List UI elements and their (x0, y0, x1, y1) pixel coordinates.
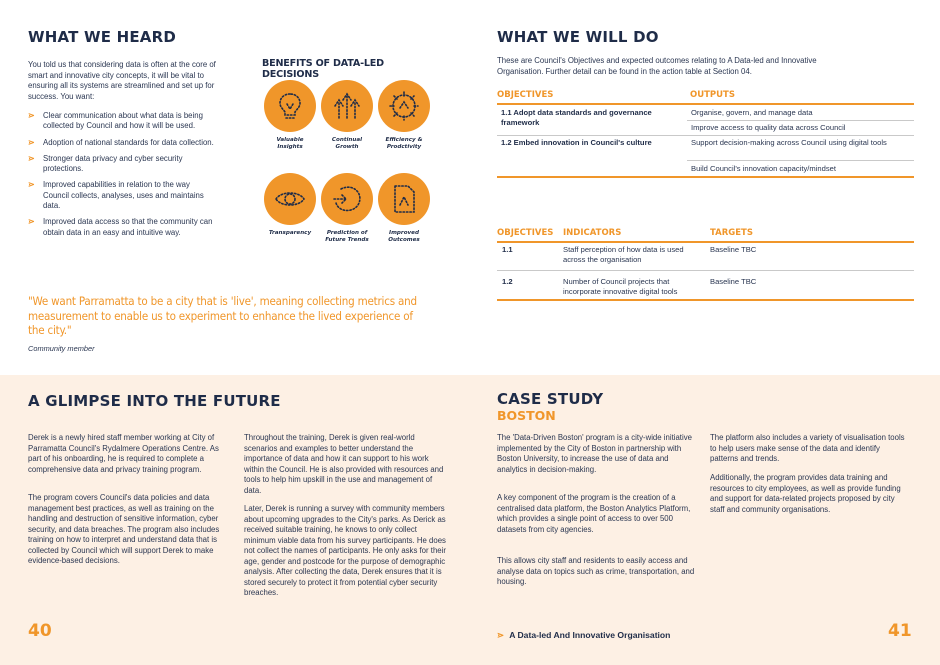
glimpse-col1-paragraph-1: Derek is a newly hired staff member working at City of Parramatta Council's Rydalmere Operations Centre. As part of his onboarding, he is required to complete a comprehensive data and privacy training program. (28, 433, 219, 474)
case-col1-paragraph-3: This allows city staff and residents to easily access and analyse data on topics such as crime, transportation, and housing. (497, 556, 695, 586)
case-col2-paragraph-2: Additionally, the program provides data training and resources to city employees, as well as provide funding and support for data-related projects proposed by city staff and community organisations. (710, 473, 901, 514)
table1-row-divider (497, 135, 914, 136)
glimpse-col2-paragraph-2: Later, Derek is running a survey with community members about upcoming upgrades to the City's parks. As Derick as received suitable training, he knows to only collect minimum viable data from his survey participants. He does not collect the names of participants. He only asks for their age, gender and postcode for the purpose of demographic analysis. After collecting the data, Derek ensures that it is stored securely to protect it from potential cyber security breaches. (244, 504, 446, 597)
table1-header-outputs: OUTPUTS (690, 90, 735, 100)
bullet-item: ⋗ Adoption of national standards for data collection. (28, 137, 214, 147)
benefit-continual-growth: Continual Growth (319, 80, 375, 151)
bullet-arrow-icon: ⋗ (28, 217, 35, 227)
bullet-item: ⋗ Improved capabilities in relation to the way Council collects, analyses, uses and maintains data. (28, 180, 204, 211)
page-number-left: 40 (28, 621, 52, 641)
community-quote: "We want Parramatta to be a city that is 'live', meaning collecting metrics and measurement to enable us to experiment to enhance the lived experience of the city." (28, 294, 417, 337)
footer-arrow-icon: ⋗ (497, 630, 505, 640)
table1-header-rule (497, 103, 914, 105)
table2-row-divider (497, 270, 914, 271)
benefits-heading: BENEFITS OF DATA-LED DECISIONS (262, 58, 384, 80)
table1-objective-1: 1.1 Adopt data standards and governance framework (501, 108, 652, 127)
table1-header-objectives: OBJECTIVES (497, 90, 554, 100)
benefit-transparency: Transparency (262, 173, 318, 237)
what-we-heard-intro: You told us that considering data is often at the core of smart and innovative city concepts, it will be vital to ensuring all its systems are streamlined and set up for success. You want: (28, 60, 216, 101)
table2-header-targets: TARGETS (710, 228, 753, 238)
bullet-arrow-icon: ⋗ (28, 111, 35, 120)
table1-output: Organise, govern, and manage data (691, 108, 813, 117)
bullet-item: ⋗ Improved data access so that the community can obtain data in an easy and intuitive way. (28, 217, 213, 237)
table1-output: Support decision-making across Council using digital tools (691, 138, 887, 147)
table2-bottom-rule (497, 299, 914, 301)
growth-arrows-icon (321, 80, 373, 132)
case-study-subheading: BOSTON (497, 408, 556, 423)
benefit-improved-outcomes: Improved Outcomes (376, 173, 432, 244)
table2-objective: 1.2 (502, 277, 513, 286)
bullet-arrow-icon: ⋗ (28, 180, 35, 190)
bullet-item: ⋗ Stronger data privacy and cyber security protections. (28, 153, 183, 174)
glimpse-col1-paragraph-2: The program covers Council's data policies and data management best practices, as well as training on the handling and destruction of sensitive information, cyber security, and data breaches. The program also includes training on how to interpret and understand data that is collected by Council which will support Derek to make evidence-based decisions. (28, 493, 220, 565)
document-up-icon (378, 173, 430, 225)
table1-bottom-rule (497, 176, 914, 178)
table1-output: Improve access to quality data across Council (691, 123, 846, 132)
page-number-right: 41 (888, 621, 912, 641)
bullet-item: ⋗ Clear communication about what data is being collected by Council and how it will be used. (28, 111, 203, 131)
target-arrow-icon (321, 173, 373, 225)
table1-row-divider (687, 120, 914, 121)
case-col1-paragraph-2: A key component of the program is the creation of a centralised data platform, the Boston Analytics Platform, which provides a single point of access to over 500 datasets from city agencies. (497, 493, 691, 534)
what-we-heard-bullet-list (28, 111, 218, 244)
what-we-will-do-heading: WHAT WE WILL DO (497, 28, 659, 46)
quote-source: Community member (28, 344, 95, 353)
benefit-valuable-insights: Valuable Insights (262, 80, 318, 151)
glimpse-future-heading: A GLIMPSE INTO THE FUTURE (28, 392, 281, 410)
what-we-heard-heading: WHAT WE HEARD (28, 28, 177, 46)
table2-header-indicators: INDICATORS (563, 228, 622, 238)
glimpse-col2-paragraph-1: Throughout the training, Derek is given real-world scenarios and examples to better understand the importance of data and how it can support to his work within the Council. He is also provided with resources and tools to help him upskill in the use and management of data. (244, 433, 444, 495)
table2-indicator: Staff perception of how data is used across the organisation (563, 245, 684, 264)
table2-target: Baseline TBC (710, 245, 757, 254)
table2-header-objectives: OBJECTIVES (497, 228, 554, 238)
table1-objective-2: 1.2 Embed innovation in Council's culture (501, 138, 652, 147)
table1-output: Build Council's innovation capacity/mindset (691, 164, 836, 173)
benefit-prediction: Prediction of Future Trends (319, 173, 375, 244)
table2-indicator: Number of Council projects that incorporate innovative digital tools (563, 277, 678, 296)
table2-objective: 1.1 (502, 245, 513, 254)
bullet-arrow-icon: ⋗ (28, 153, 35, 163)
benefit-efficiency: Efficiency & Prodctivity (376, 80, 432, 151)
table1-row-divider (687, 160, 914, 161)
table2-target: Baseline TBC (710, 277, 757, 286)
lightbulb-icon (264, 80, 316, 132)
running-footer (497, 630, 670, 641)
case-col2-paragraph-1: The platform also includes a variety of visualisation tools to help users make sense of the data and identify patterns and trends. (710, 433, 905, 463)
table2-header-rule (497, 241, 914, 243)
eye-icon (264, 173, 316, 225)
gear-icon (378, 80, 430, 132)
bullet-arrow-icon: ⋗ (28, 137, 35, 147)
case-study-heading: CASE STUDY (497, 390, 604, 408)
case-col1-paragraph-1: The 'Data-Driven Boston' program is a city-wide initiative implemented by the City of Boston in partnership with Boston University, to increase the use of data and analytics in decision-making. (497, 433, 692, 474)
what-we-will-do-intro: These are Council's Objectives and expected outcomes relating to A Data-led and Innovative Organisation. Further detail can be found in the action table at Section 04. (497, 56, 817, 76)
footer-title: A Data-led And Innovative Organisation (509, 630, 671, 640)
